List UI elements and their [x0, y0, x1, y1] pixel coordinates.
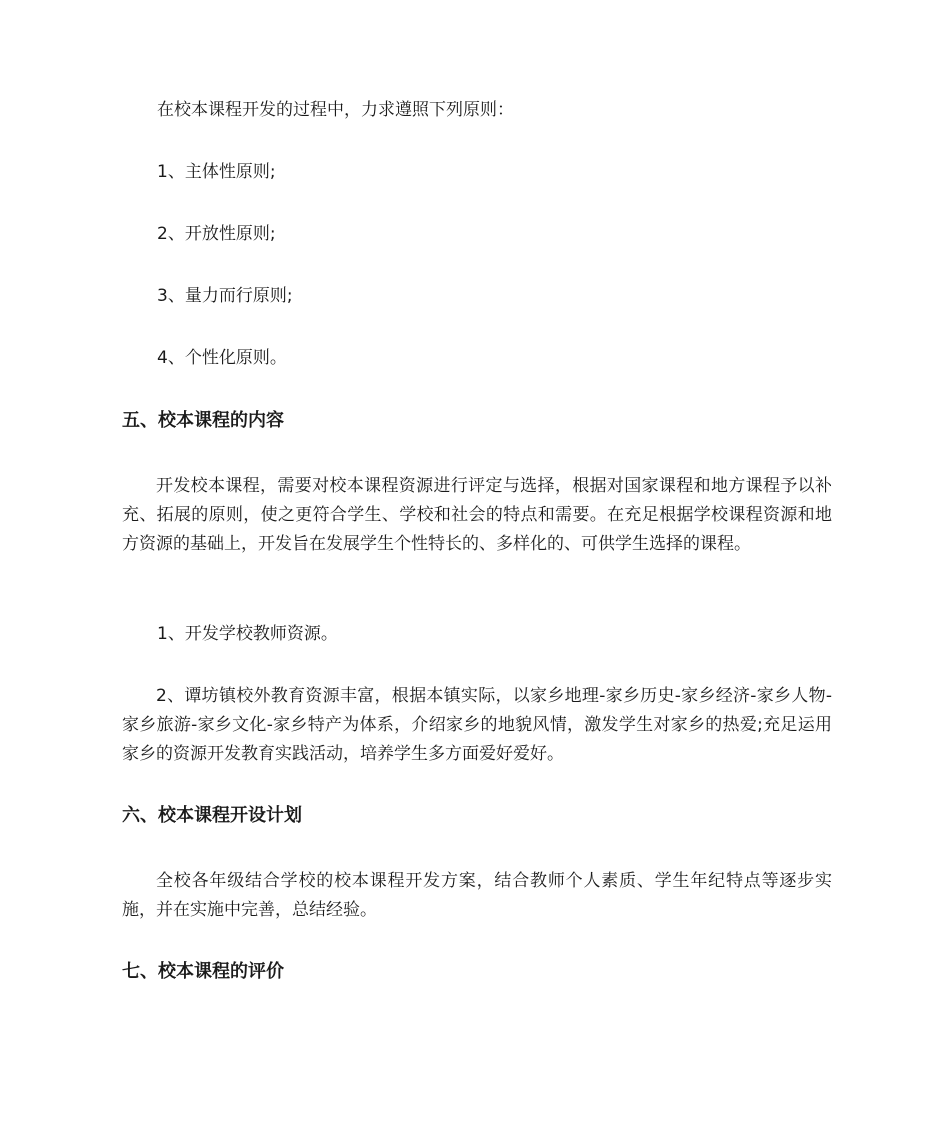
section-6-heading: 六、校本课程开设计划	[122, 805, 302, 826]
section-5-item-2: 2、谭坊镇校外教育资源丰富，根据本镇实际，以家乡地理-家乡历史-家乡经济-家乡人物-家乡旅游-家乡文化-家乡特产为体系，介绍家乡的地貌风情，激发学生对家乡的热爱;充足运用家乡的资源开发教育实践活动，培养学生多方面爱好爱好。	[122, 686, 832, 764]
section-5-paragraph: 开发校本课程，需要对校本课程资源进行评定与选择，根据对国家课程和地方课程予以补充、拓展的原则，使之更符合学生、学校和社会的特点和需要。在充足根据学校课程资源和地方资源的基础上，开发旨在发展学生个性特长的、多样化的、可供学生选择的课程。	[122, 476, 832, 554]
section-7-heading: 七、校本课程的评价	[122, 961, 284, 982]
intro-text: 在校本课程开发的过程中，力求遵照下列原则：	[157, 100, 514, 120]
section-6-paragraph: 全校各年级结合学校的校本课程开发方案，结合教师个人素质、学生年纪特点等逐步实施，并在实施中完善，总结经验。	[122, 871, 832, 920]
section-5-heading: 五、校本课程的内容	[122, 410, 284, 431]
principle-item-3: 3、量力而行原则;	[157, 286, 293, 306]
section-5-item-1: 1、开发学校教师资源。	[157, 624, 338, 644]
principle-item-4: 4、个性化原则。	[157, 348, 287, 368]
principle-item-2: 2、开放性原则;	[157, 224, 276, 244]
principle-item-1: 1、主体性原则;	[157, 162, 276, 182]
